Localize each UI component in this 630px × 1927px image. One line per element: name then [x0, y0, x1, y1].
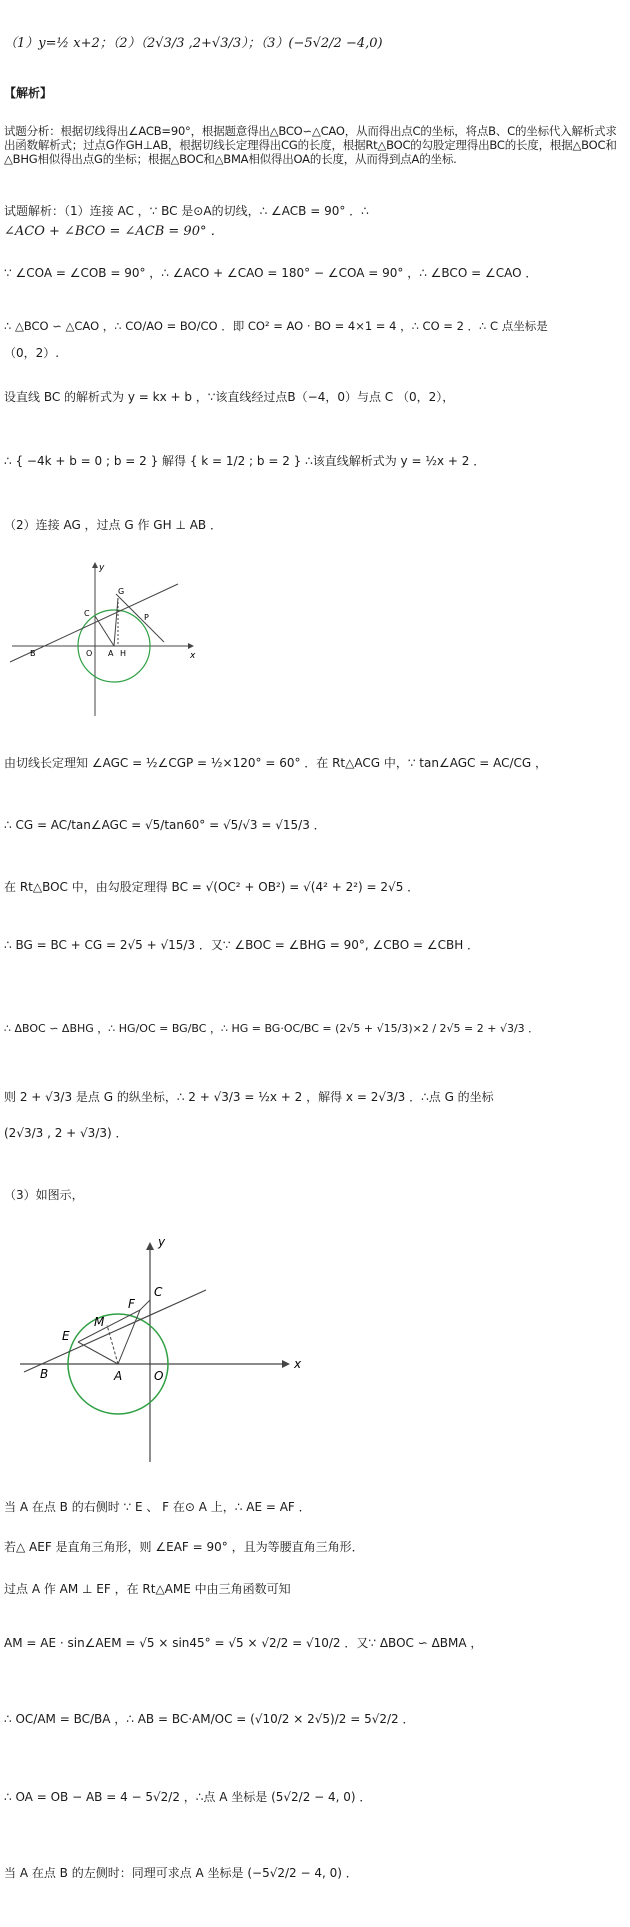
fig2-label-b: B — [40, 1367, 49, 1381]
solution-line-16: （3）如图示， — [4, 1188, 84, 1202]
solution-line-14: 则 2 + √3/3 是点 G 的纵坐标，∴ 2 + √3/3 = ½x + 2 ，解得 x = 2√3/3 ．∴点 G 的坐标 — [4, 1090, 494, 1104]
fig2-label-y: y — [158, 1235, 166, 1249]
answer-line: （1）y=½ x+2；（2）（2√3/3 ,2+√3/3）；（3）(−5√2/2 −4,0) — [4, 36, 383, 51]
solution-line-8: （2）连接 AG ，过点 G 作 GH ⊥ AB ． — [4, 518, 222, 532]
solution-line-9: 由切线长定理知 ∠AGC = ½∠CGP = ½×120° = 60° ．在 Rt△ACG 中，∵ tan∠AGC = AC/CG ， — [4, 756, 547, 770]
fig1-segment-ag — [114, 598, 118, 646]
fig2-label-f: F — [128, 1297, 135, 1311]
fig2-label-x: x — [294, 1357, 302, 1371]
solution-line-18: 若△ AEF 是直角三角形，则 ∠EAF = 90° ，且为等腰直角三角形． — [4, 1540, 364, 1554]
fig1-label-p: P — [144, 613, 149, 622]
fig1-y-arrow — [92, 562, 98, 568]
fig1-x-arrow — [188, 643, 194, 649]
fig2-y-arrow — [146, 1242, 154, 1250]
fig2-label-e: E — [62, 1329, 70, 1343]
fig1-label-g: G — [118, 587, 125, 596]
fig1-label-y: y — [99, 563, 105, 573]
figure-2 — [10, 1230, 310, 1470]
fig1-label-c: C — [84, 609, 90, 618]
solution-line-3: ∵ ∠COA = ∠COB = 90° ，∴ ∠ACO + ∠CAO = 180° − ∠COA = 90° ，∴ ∠BCO = ∠CAO ． — [4, 266, 538, 280]
figure-1 — [8, 556, 208, 726]
solution-line-22: ∴ OA = OB − AB = 4 − 5√2/2 ，∴点 A 坐标是 (5√2/2 − 4, 0) ． — [4, 1790, 372, 1804]
fig2-label-c: C — [154, 1285, 163, 1299]
solution-line-2: ∠ACO + ∠BCO = ∠ACB = 90° ． — [4, 224, 224, 239]
solution-line-11: 在 Rt△BOC 中，由勾股定理得 BC = √(OC² + OB²) = √(4² + 2²) = 2√5 ． — [4, 880, 420, 894]
fig1-label-b: B — [30, 649, 36, 658]
fig2-segment-ae — [78, 1342, 118, 1364]
fig2-segment-af — [118, 1310, 140, 1364]
solution-line-1: 试题解析：（1）连接 AC ，∵ BC 是⊙A的切线，∴ ∠ACB = 90° ．∴ — [4, 204, 369, 218]
fig2-label-a: A — [114, 1369, 123, 1383]
solution-line-23: 当 A 在点 B 的左侧时：同理可求点 A 坐标是 (−5√2/2 − 4, 0) ． — [4, 1866, 358, 1880]
solution-line-20: AM = AE · sin∠AEM = √5 × sin45° = √5 × √2/2 = √10/2 ．又∵ ΔBOC ∽ ΔBMA ， — [4, 1636, 483, 1650]
fig1-label-h: H — [120, 649, 127, 658]
fig1-label-x: x — [190, 651, 196, 661]
solution-line-10: ∴ CG = AC/tan∠AGC = √5/tan60° = √5/√3 = √15/3 ． — [4, 818, 326, 832]
solution-line-7: ∴ { −4k + b = 0 ; b = 2 } 解得 { k = 1/2 ; b = 2 } ∴该直线解析式为 y = ½x + 2 ． — [4, 454, 486, 468]
solution-line-4: ∴ △BCO ∽ △CAO ，∴ CO/AO = BO/CO ．即 CO² = AO · BO = 4×1 = 4 ，∴ CO = 2 ．∴ C 点坐标是 — [4, 319, 548, 333]
solution-line-6: 设直线 BC 的解析式为 y = kx + b ，∵该直线经过点B（−4，0）与点 C （0，2）， — [4, 390, 455, 404]
solution-line-13: ∴ ΔBOC ∽ ΔBHG ，∴ HG/OC = BG/BC ，∴ HG = BG·OC/BC = (2√5 + √15/3)×2 / 2√5 = 2 + √3/3 ． — [4, 1022, 540, 1035]
fig1-segment-ac — [95, 616, 114, 646]
analysis-paragraph: 试题分析：根据切线得出∠ACB=90°，根据题意得出△BCO∽△CAO，从而得出点C的坐标，将点B、C的坐标代入解析式求出函数解析式；过点G作GH⊥AB，根据切线长定理得出CG的长度，根据Rt△BOC的勾股定理得出BC的长度，根据△BOC和△BHG相似得出点G的坐标；根据△BOC和△BMA相似得出OA的长度，从而得到点A的坐标. — [4, 124, 617, 166]
solution-line-21: ∴ OC/AM = BC/BA ，∴ AB = BC·AM/OC = (√10/2 × 2√5)/2 = 5√2/2 ． — [4, 1712, 415, 1726]
fig2-x-arrow — [282, 1360, 290, 1368]
fig2-line-bc — [24, 1290, 206, 1372]
fig2-label-o: O — [154, 1369, 164, 1383]
solution-line-5: （0，2）. — [4, 346, 60, 360]
solution-line-12: ∴ BG = BC + CG = 2√5 + √15/3 ．又∵ ∠BOC = ∠BHG = 90°, ∠CBO = ∠CBH ． — [4, 938, 480, 952]
fig2-label-m: M — [94, 1315, 105, 1329]
fig1-label-o: O — [86, 649, 93, 658]
solution-line-17: 当 A 在点 B 的右侧时 ∵ E 、 F 在⊙ A 上，∴ AE = AF ． — [4, 1500, 311, 1514]
fig1-label-a: A — [108, 649, 114, 658]
section-heading: 【解析】 — [4, 86, 53, 100]
fig2-segment-fc — [140, 1300, 150, 1310]
solution-line-15: (2√3/3 , 2 + √3/3) ． — [4, 1126, 128, 1140]
solution-line-19: 过点 A 作 AM ⊥ EF ，在 Rt△AME 中由三角函数可知 — [4, 1582, 291, 1596]
